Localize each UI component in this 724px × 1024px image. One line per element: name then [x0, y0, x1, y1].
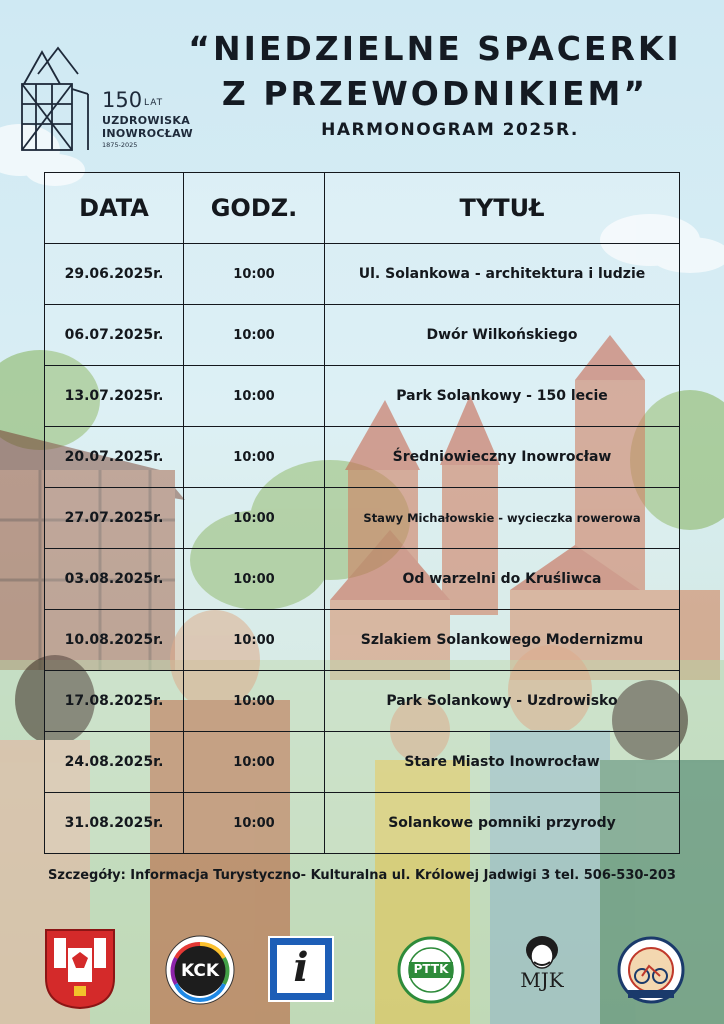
title-line1: “NIEDZIELNE SPACERKI — [188, 29, 682, 68]
title-line2: Z PRZEWODNIKIEM” — [221, 74, 649, 113]
tourist-info-logo — [268, 936, 334, 1002]
info-icon: i — [293, 944, 309, 991]
header-title: TYTUŁ — [325, 173, 680, 244]
row-date: 13.07.2025r. — [45, 366, 184, 427]
row-date: 10.08.2025r. — [45, 610, 184, 671]
city-coat-of-arms-icon — [44, 928, 116, 1010]
anniversary-line1: UZDROWISKA — [102, 114, 191, 127]
row-title: Ul. Solankowa - architektura i ludzie — [325, 244, 680, 305]
cycling-club-icon — [616, 928, 686, 1010]
row-title: Dwór Wilkońskiego — [325, 305, 680, 366]
header-time: GODZ. — [184, 173, 325, 244]
row-date: 20.07.2025r. — [45, 427, 184, 488]
row-title: Solankowe pomniki przyrody — [325, 793, 680, 854]
table-row — [45, 610, 680, 671]
anniversary-line2: INOWROCŁAW — [102, 127, 193, 140]
contact-details: Szczegóły: Informacja Turystyczno- Kulturalna ul. Królowej Jadwigi 3 tel. 506-530-203 — [48, 868, 676, 883]
table-row — [45, 793, 680, 854]
pttk-label: PTTK — [413, 962, 449, 976]
row-time: 10:00 — [184, 671, 325, 732]
row-time: 10:00 — [184, 610, 325, 671]
table-row — [45, 305, 680, 366]
table-row — [45, 671, 680, 732]
mjk-label: MJK — [520, 968, 564, 992]
row-date: 24.08.2025r. — [45, 732, 184, 793]
row-title: Park Solankowy - Uzdrowisko — [325, 671, 680, 732]
pttk-logo — [396, 928, 466, 1010]
graduation-tower-icon — [18, 44, 98, 154]
row-date: 17.08.2025r. — [45, 671, 184, 732]
table-row — [45, 488, 680, 549]
row-date: 27.07.2025r. — [45, 488, 184, 549]
table-row — [45, 366, 680, 427]
anniversary-lat: LAT — [144, 98, 164, 108]
table-row — [45, 549, 680, 610]
table-row — [45, 427, 680, 488]
kck-logo — [160, 928, 240, 1010]
header-date: DATA — [45, 173, 184, 244]
row-time: 10:00 — [184, 793, 325, 854]
row-title: Od warzelni do Kruśliwca — [325, 549, 680, 610]
row-time: 10:00 — [184, 244, 325, 305]
mjk-logo — [510, 928, 574, 1010]
row-time: 10:00 — [184, 488, 325, 549]
row-date: 29.06.2025r. — [45, 244, 184, 305]
anniversary-number: 150 — [102, 88, 143, 112]
table-row — [45, 244, 680, 305]
page-title — [165, 26, 705, 116]
row-date: 03.08.2025r. — [45, 549, 184, 610]
page-subtitle: HARMONOGRAM 2025R. — [321, 120, 579, 140]
row-title: Park Solankowy - 150 lecie — [325, 366, 680, 427]
row-time: 10:00 — [184, 366, 325, 427]
row-date: 31.08.2025r. — [45, 793, 184, 854]
kck-label: KCK — [180, 961, 220, 981]
row-title: Średniowieczny Inowrocław — [325, 427, 680, 488]
row-title: Stawy Michałowskie - wycieczka rowerowa — [325, 488, 680, 549]
row-time: 10:00 — [184, 305, 325, 366]
row-time: 10:00 — [184, 549, 325, 610]
row-date: 06.07.2025r. — [45, 305, 184, 366]
table-row — [45, 732, 680, 793]
row-time: 10:00 — [184, 732, 325, 793]
anniversary-years: 1875-2025 — [102, 141, 138, 149]
schedule-table — [44, 172, 680, 854]
row-title: Szlakiem Solankowego Modernizmu — [325, 610, 680, 671]
row-title: Stare Miasto Inowrocław — [325, 732, 680, 793]
table-header-row — [45, 173, 680, 244]
row-time: 10:00 — [184, 427, 325, 488]
